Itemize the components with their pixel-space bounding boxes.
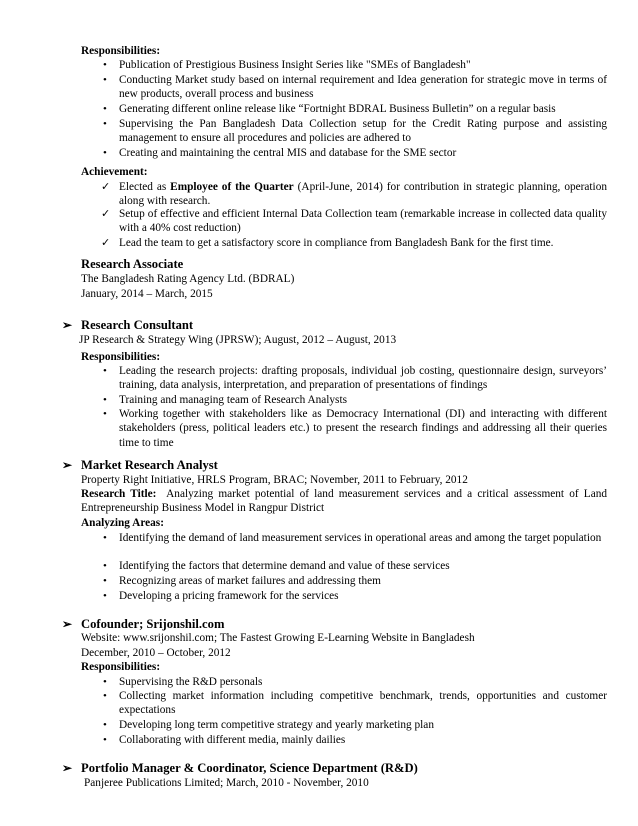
list-item: Supervising the Pan Bangladesh Data Collection setup for the Credit Rating purpose and assisting management to ensure all procedures and policies are adhered to xyxy=(119,118,607,145)
section-title: Research Consultant xyxy=(81,318,194,332)
achievement-text: Elected as xyxy=(119,181,171,193)
website-line: Website: www.srijonshil.com; The Fastest Growing E-Learning Website in Bangladesh xyxy=(81,632,475,644)
org-dates: Panjeree Publications Limited; March, 2010 - November, 2010 xyxy=(84,777,369,789)
org-dates: Property Right Initiative, HRLS Program, BRAC; November, 2011 to February, 2012 xyxy=(81,474,468,486)
bullet-icon: • xyxy=(103,734,107,746)
bullet-icon: • xyxy=(103,147,107,159)
analyzing-label: Analyzing Areas: xyxy=(81,517,164,529)
role-dates: December, 2010 – October, 2012 xyxy=(81,647,231,659)
bullet-icon: • xyxy=(103,575,107,587)
achievement-item xyxy=(119,180,607,209)
role-title: Research Associate xyxy=(81,257,184,271)
bullet-icon: • xyxy=(103,103,107,115)
responsibilities-label: Responsibilities: xyxy=(81,351,161,363)
bullet-icon: • xyxy=(103,365,107,377)
arrow-bullet-icon: ➢ xyxy=(62,617,73,631)
bullet-icon: • xyxy=(103,719,107,731)
list-item: Developing long term competitive strategy and yearly marketing plan xyxy=(119,719,434,731)
bullet-icon: • xyxy=(103,590,107,602)
check-icon: ✓ xyxy=(101,237,111,249)
list-item: Publication of Prestigious Business Insight Series like "SMEs of Bangladesh" xyxy=(119,59,471,71)
research-title-label: Research Title: xyxy=(81,488,157,500)
section-title: Market Research Analyst xyxy=(81,458,218,472)
list-item: Conducting Market study based on internal requirement and Idea generation for strategic move in terms of new products, overall process and business xyxy=(119,74,607,101)
list-item: Creating and maintaining the central MIS and database for the SME sector xyxy=(119,147,457,159)
list-item: Identifying the factors that determine demand and value of these services xyxy=(119,560,450,572)
list-item: Working together with stakeholders like as Democracy International (DI) and interacting with different stakeholders (press, political leaders etc.) to present the research findings and addressing all their queries time to time xyxy=(119,408,607,449)
section-title: Portfolio Manager & Coordinator, Science Department (R&D) xyxy=(81,761,418,775)
bullet-icon: • xyxy=(103,408,107,420)
research-title-text: Analyzing market potential of land measurement services and a critical assessment of Land Entrepreneurship Business Model in Rangpur District xyxy=(81,488,610,515)
list-item: Training and managing team of Research Analysts xyxy=(119,394,347,406)
arrow-bullet-icon: ➢ xyxy=(62,761,73,775)
achievement-label: Achievement: xyxy=(81,166,148,178)
bullet-icon: • xyxy=(103,690,107,702)
list-item: Collaborating with different media, mainly dailies xyxy=(119,734,346,746)
achievement-item: Setup of effective and efficient Internal Data Collection team (remarkable increase in collected data quality with a 40% cost reduction) xyxy=(119,208,607,235)
check-icon: ✓ xyxy=(101,181,111,193)
bullet-icon: • xyxy=(103,118,107,130)
list-item: Generating different online release like “Fortnight BDRAL Business Bulletin” on a regular basis xyxy=(119,103,556,115)
arrow-bullet-icon: ➢ xyxy=(62,458,73,472)
list-item: Identifying the demand of land measurement services in operational areas and among the target population xyxy=(119,532,602,544)
bullet-icon: • xyxy=(103,532,107,544)
list-item: Collecting market information including competitive benchmark, trends, opportunities and customer expectations xyxy=(119,690,607,717)
org-name: The Bangladesh Rating Agency Ltd. (BDRAL) xyxy=(81,273,295,285)
list-item: Developing a pricing framework for the services xyxy=(119,590,339,602)
achievement-highlight: Employee of the Quarter xyxy=(170,181,294,193)
arrow-bullet-icon: ➢ xyxy=(62,318,73,332)
responsibilities-label: Responsibilities: xyxy=(81,45,161,57)
bullet-icon: • xyxy=(103,74,107,86)
section-title: Cofounder; Srijonshil.com xyxy=(81,617,225,631)
bullet-icon: • xyxy=(103,394,107,406)
list-item: Supervising the R&D personals xyxy=(119,676,263,688)
responsibilities-label: Responsibilities: xyxy=(81,661,161,673)
research-title xyxy=(81,487,610,516)
role-dates: January, 2014 – March, 2015 xyxy=(81,288,213,300)
check-icon: ✓ xyxy=(101,208,111,220)
achievement-text: (April-June, 2014) for contribution in strategic planning, operation along with research. xyxy=(119,181,607,208)
list-item: Recognizing areas of market failures and addressing them xyxy=(119,575,381,587)
bullet-icon: • xyxy=(103,560,107,572)
org-dates: JP Research & Strategy Wing (JPRSW); August, 2012 – August, 2013 xyxy=(79,334,397,346)
bullet-icon: • xyxy=(103,59,107,71)
achievement-item: Lead the team to get a satisfactory score in compliance from Bangladesh Bank for the first time. xyxy=(119,237,554,249)
list-item: Leading the research projects: drafting proposals, individual job costing, questionnaire design, surveyors’ training, data analysis, interpretation, and preparation of presentations of findings xyxy=(119,365,607,392)
bullet-icon: • xyxy=(103,676,107,688)
